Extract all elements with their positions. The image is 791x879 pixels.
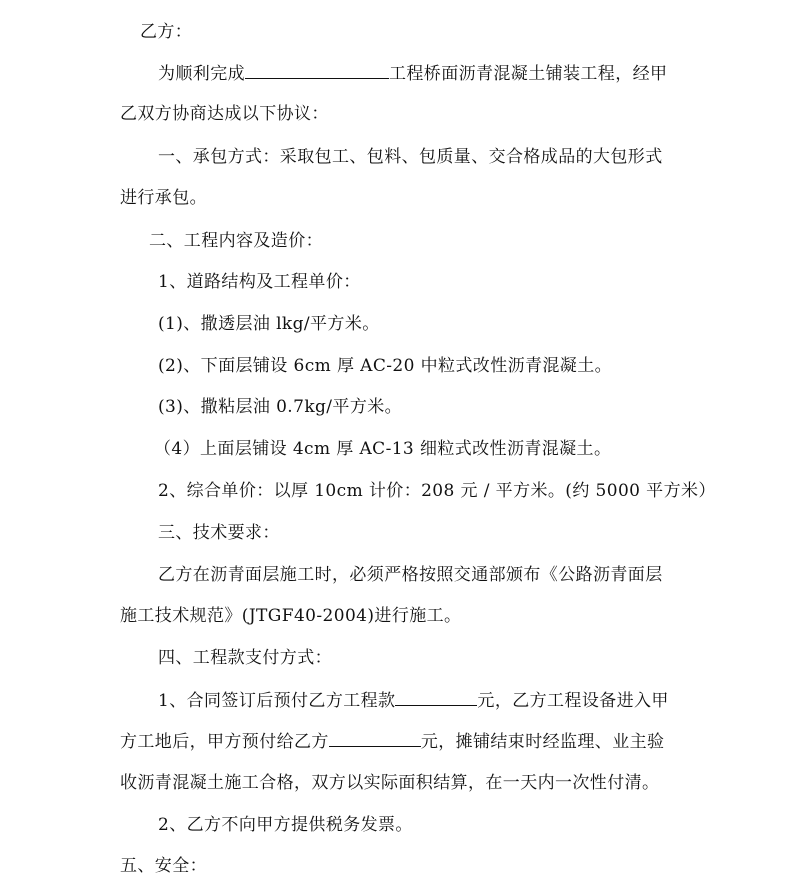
text-line: 元，摊铺结束时经监理、业主验 — [420, 732, 665, 752]
text-line: 三、技术要求： — [158, 523, 280, 543]
text-line: 二、工程内容及造价： — [149, 231, 323, 251]
section-3-line-1 — [0, 563, 791, 587]
section-3-line-2 — [0, 604, 791, 628]
text-line: 进行承包。 — [120, 188, 207, 208]
payment-line-1 — [0, 688, 791, 713]
advance-payment-blank[interactable] — [395, 688, 477, 706]
text-line: (3)、撒粘层油 0.7kg/平方米。 — [158, 397, 403, 417]
text-line: （4）上面层铺设 4cm 厚 AC-13 细粒式改性沥青混凝土。 — [154, 439, 612, 459]
text-line: 工程桥面沥青混凝土铺装工程，经甲 — [389, 64, 668, 84]
text-line: 1、合同签订后预付乙方工程款 — [158, 691, 396, 711]
text-line: 乙方在沥青面层施工时，必须严格按照交通部颁布《公路沥青面层 — [158, 565, 663, 585]
text-line: 1、道路结构及工程单价： — [158, 272, 361, 292]
text-line: 乙双方协商达成以下协议： — [120, 104, 329, 124]
payment-line-2 — [0, 729, 791, 754]
payment-item-2 — [0, 813, 791, 837]
text-line: 五、安全： — [120, 856, 207, 876]
text-line: 2、综合单价：以厚 10cm 计价：208 元 / 平方米。(约 5000 平方米） — [158, 481, 716, 501]
text-line: 元，乙方工程设备进入甲 — [477, 691, 669, 711]
payment-line-3 — [0, 771, 791, 795]
project-name-blank[interactable] — [245, 61, 389, 79]
structure-item-1 — [0, 312, 791, 336]
section-2-heading — [0, 229, 791, 253]
intro-paragraph-line-2 — [0, 102, 791, 126]
text-line: 2、乙方不向甲方提供税务发票。 — [158, 815, 413, 835]
section-4-heading — [0, 646, 791, 670]
section-1-line-1 — [0, 145, 791, 169]
text-line: 收沥青混凝土施工合格，双方以实际面积结算，在一天内一次性付清。 — [120, 773, 660, 793]
structure-item-2 — [0, 354, 791, 378]
text-line: 方工地后，甲方预付给乙方 — [120, 732, 329, 752]
section-5-heading — [0, 854, 791, 878]
party-b-label — [0, 20, 791, 44]
intro-paragraph-line-1 — [0, 61, 791, 86]
structure-item-3 — [0, 395, 791, 419]
text-line: 施工技术规范》(JTGF40-2004)进行施工。 — [120, 606, 462, 626]
text-line: 乙方： — [140, 22, 193, 42]
text-line: 为顺利完成 — [158, 64, 245, 84]
text-line: (1)、撒透层油 lkg/平方米。 — [158, 314, 380, 334]
text-line: (2)、下面层铺设 6cm 厚 AC-20 中粒式改性沥青混凝土。 — [158, 356, 613, 376]
text-line: 四、工程款支付方式： — [158, 648, 332, 668]
section-2-item-1 — [0, 270, 791, 294]
text-line: 一、承包方式：采取包工、包料、包质量、交合格成品的大包形式 — [158, 147, 663, 167]
structure-item-4 — [0, 437, 791, 461]
section-2-item-2 — [0, 479, 791, 503]
section-1-line-2 — [0, 186, 791, 210]
second-payment-blank[interactable] — [329, 729, 421, 747]
section-3-heading — [0, 521, 791, 545]
